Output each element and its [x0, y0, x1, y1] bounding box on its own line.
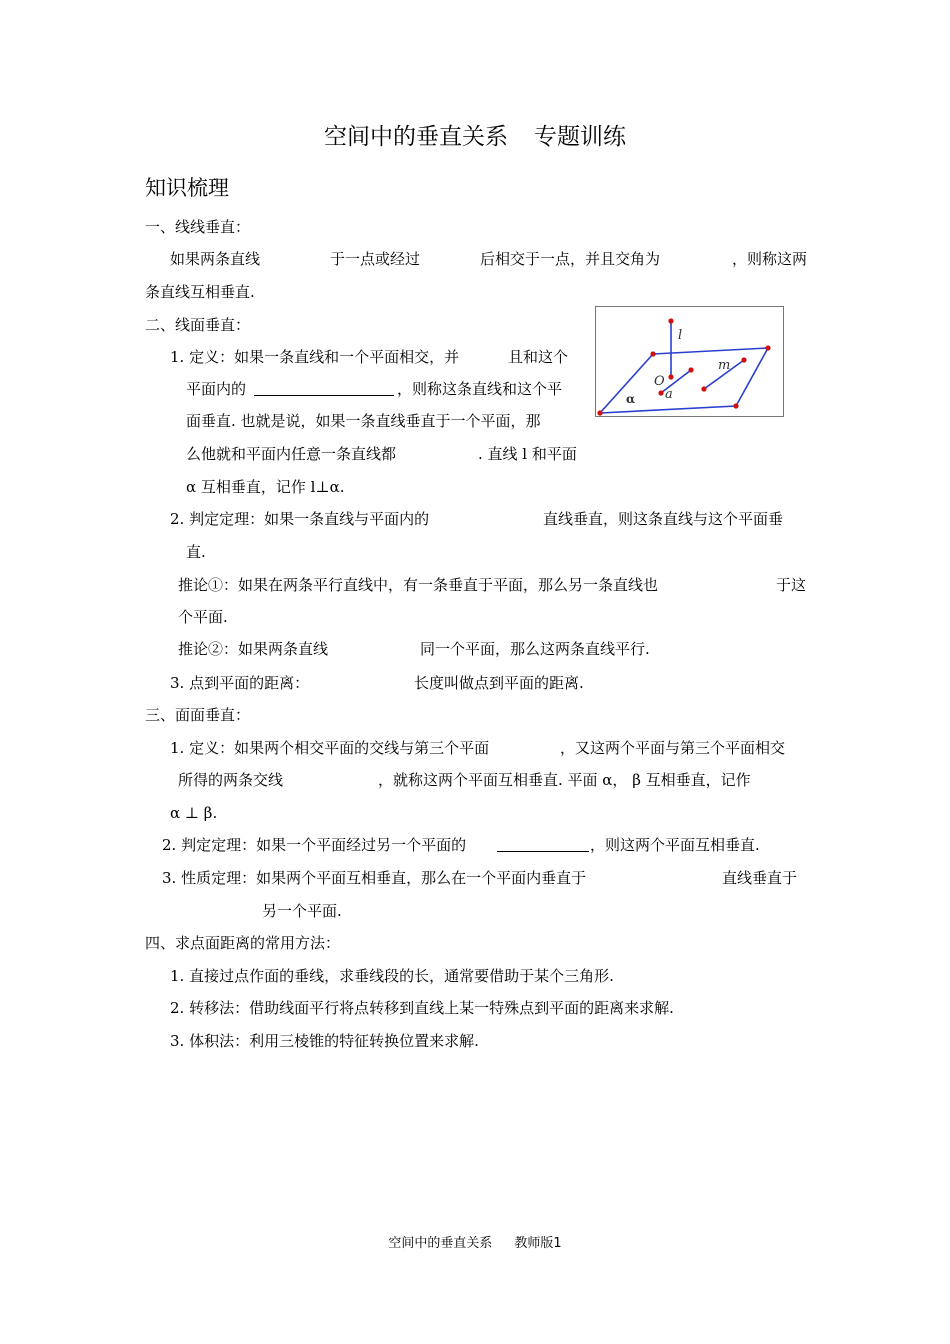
text-s2-1-l5: α 互相垂直，记作 l⊥α.: [186, 478, 345, 496]
text-s1-l1-b: 于一点或经过: [330, 250, 421, 268]
point: [733, 403, 738, 408]
heading-line-perpendicular: 一、线线垂直：: [145, 218, 251, 236]
title-main: 空间中的垂直关系: [324, 124, 508, 150]
text-s3-3-l2: 另一个平面.: [262, 902, 342, 920]
point: [668, 374, 673, 379]
label-a: a: [665, 387, 673, 402]
label-m: m: [718, 358, 731, 373]
text-s2-1-l3: 面垂直. 也就是说，如果一条直线垂直于一个平面，那: [186, 412, 541, 430]
text-s2-1-l2-a: 平面内的: [186, 380, 247, 398]
page-footer: [0, 1232, 950, 1251]
label-l: l: [678, 328, 683, 343]
section-heading: 知识梳理: [145, 176, 229, 200]
text-s1-l2: 条直线互相垂直.: [145, 283, 255, 301]
text-s2-1-l2-b: ，则称这条直线和这个平: [397, 380, 563, 398]
text-s4-1: 1. 直接过点作面的垂线，求垂线段的长，通常要借助于某个三角形.: [170, 967, 614, 985]
blank-underline: [254, 380, 394, 400]
text-s2-2-l1-b: 直线垂直，则这条直线与这个平面垂: [543, 510, 784, 528]
text-s2-1-l1-a: 1. 定义：如果一条直线和一个平面相交，并: [170, 348, 460, 366]
text-s1-l1-d: ，则称这两: [732, 250, 808, 268]
text-s3-3-l1-b: 直线垂直于: [722, 869, 798, 887]
text-s4-2: 2. 转移法：借助线面平行将点转移到直线上某一特殊点到平面的距离来求解.: [170, 999, 674, 1017]
point: [688, 367, 693, 372]
text-corollary2-a: 推论②：如果两条直线: [178, 640, 329, 658]
text-s4-3: 3. 体积法：利用三棱锥的特征转换位置来求解.: [170, 1032, 479, 1050]
title-sub: 专题训练: [534, 124, 626, 150]
text-corollary1-l2: 个平面.: [178, 608, 228, 626]
heading-plane-plane-perpendicular: 三、面面垂直：: [145, 706, 251, 724]
line-plane-figure: [595, 306, 784, 417]
heading-line-plane-perpendicular: 二、线面垂直：: [145, 316, 251, 334]
text-s3-1-l2-b: ，就称这两个平面互相垂直. 平面 α， β 互相垂直，记作: [378, 771, 751, 789]
text-s3-1-l1-a: 1. 定义：如果两个相交平面的交线与第三个平面: [170, 739, 490, 757]
label-O: O: [654, 374, 665, 389]
text-s2-1-l4-a: 么他就和平面内任意一条直线都: [186, 445, 397, 463]
point: [668, 318, 673, 323]
text-corollary1-l1-a: 推论①：如果在两条平行直线中，有一条垂直于平面，那么另一条直线也: [178, 576, 659, 594]
text-s3-1-l2-a: 所得的两条交线: [178, 771, 284, 789]
text-s3-2-a: 2. 判定定理：如果一个平面经过另一个平面的: [162, 836, 467, 854]
page-title: [0, 118, 950, 151]
heading-distance-methods: 四、求点面距离的常用方法：: [145, 934, 341, 952]
text-s2-3-a: 3. 点到平面的距离：: [170, 674, 310, 692]
text-corollary2-b: 同一个平面，那么这两条直线平行.: [420, 640, 650, 658]
footer-right: 教师版1: [514, 1236, 562, 1251]
text-s1-l1-c: 后相交于一点，并且交角为: [480, 250, 661, 268]
point: [597, 410, 602, 415]
text-s2-1-l1-b: 且和这个: [508, 348, 569, 366]
text-s3-1-l3: α ⊥ β.: [170, 804, 218, 822]
text-s3-1-l1-b: ，又这两个平面与第三个平面相交: [560, 739, 786, 757]
text-s1-l1-a: 如果两条直线: [170, 250, 261, 268]
point: [765, 345, 770, 350]
text-s3-2-b: ，则这两个平面互相垂直.: [590, 836, 760, 854]
text-s2-2-l1-a: 2. 判定定理：如果一条直线与平面内的: [170, 510, 430, 528]
text-s2-2-l2: 直.: [186, 543, 206, 561]
point: [650, 351, 655, 356]
text-s2-1-l4-b: . 直线 l 和平面: [478, 445, 577, 463]
label-alpha: α: [626, 392, 636, 406]
point: [741, 357, 746, 362]
footer-left: 空间中的垂直关系: [388, 1236, 493, 1251]
point: [658, 390, 663, 395]
text-s3-3-l1-a: 3. 性质定理：如果两个平面互相垂直，那么在一个平面内垂直于: [162, 869, 587, 887]
figure-svg: [596, 307, 783, 416]
point: [701, 386, 706, 391]
text-corollary1-l1-b: 于这: [776, 576, 807, 594]
text-s2-3-b: 长度叫做点到平面的距离.: [414, 674, 584, 692]
blank-underline: [497, 836, 589, 856]
